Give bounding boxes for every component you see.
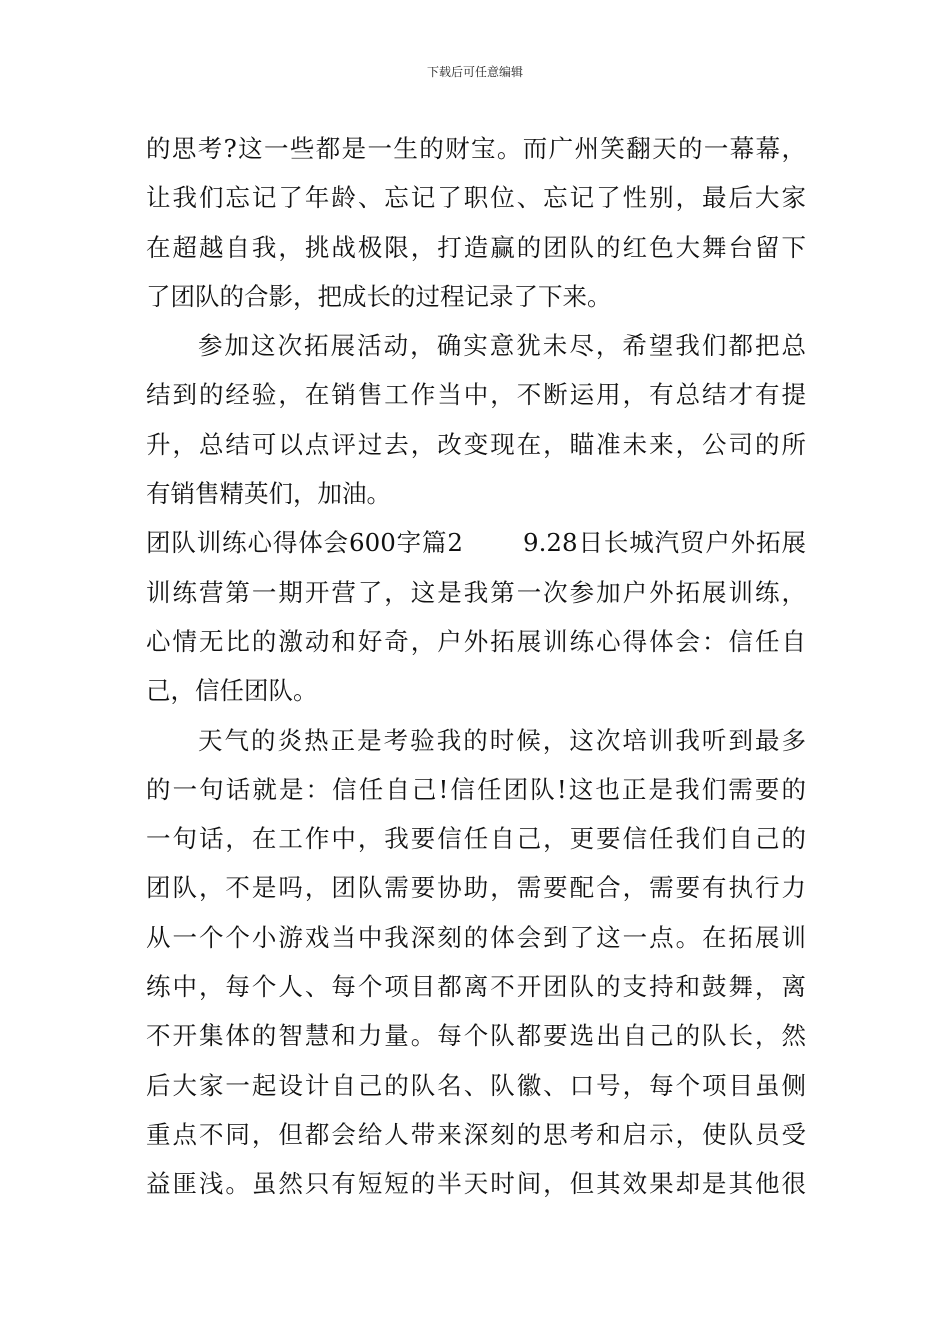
text-line: 的思考?这一些都是一生的财宝。而广州笑翻天的一幕幕，: [146, 134, 806, 163]
document-body: [146, 124, 806, 1209]
text-line: 心情无比的激动和好奇，户外拓展训练心得体会：信任自: [146, 626, 806, 656]
text-line: 重点不同，但都会给人带来深刻的思考和启示，使队员受: [146, 1119, 806, 1149]
text-line: 让我们忘记了年龄、忘记了职位、忘记了性别，最后大家: [146, 183, 806, 213]
section-lead-text: 9.28日长城汽贸户外拓展: [523, 528, 806, 558]
text-line: 后大家一起设计自己的队名、队徽、口号，每个项目虽侧: [146, 1070, 806, 1100]
text-line: 一句话，在工作中，我要信任自己，更要信任我们自己的: [146, 824, 806, 854]
text-line: 训练营第一期开营了，这是我第一次参加户外拓展训练，: [146, 577, 806, 607]
text-line: 了团队的合影，把成长的过程记录了下来。: [146, 281, 612, 311]
text-line: 的一句话就是：信任自己!信任团队!这也正是我们需要的: [146, 774, 806, 804]
text-line: 结到的经验，在销售工作当中，不断运用，有总结才有提: [146, 380, 806, 410]
text-line: 从一个个小游戏当中我深刻的体会到了这一点。在拓展训: [146, 922, 806, 952]
text-line: 有销售精英们，加油。: [146, 479, 391, 509]
text-line: 不开集体的智慧和力量。每个队都要选出自己的队长，然: [146, 1021, 806, 1051]
section-heading-line: [146, 518, 806, 567]
section-heading: 团队训练心得体会600字篇2: [146, 528, 464, 558]
text-line: 参加这次拓展活动，确实意犹未尽，希望我们都把总: [198, 331, 806, 361]
text-line: 益匪浅。虽然只有短短的半天时间，但其效果却是其他很: [146, 1169, 806, 1199]
text-line: 天气的炎热正是考验我的时候，这次培训我听到最多: [198, 725, 806, 755]
page-header: 下载后可任意编辑: [426, 65, 523, 79]
text-line: 己，信任团队。: [146, 676, 318, 706]
text-line: 在超越自我，挑战极限，打造赢的团队的红色大舞台留下: [146, 232, 806, 262]
text-line: 升，总结可以点评过去，改变现在，瞄准未来，公司的所: [146, 429, 806, 459]
text-line: 练中，每个人、每个项目都离不开团队的支持和鼓舞，离: [146, 972, 806, 1002]
text-line: 团队，不是吗，团队需要协助，需要配合，需要有执行力: [146, 873, 806, 903]
